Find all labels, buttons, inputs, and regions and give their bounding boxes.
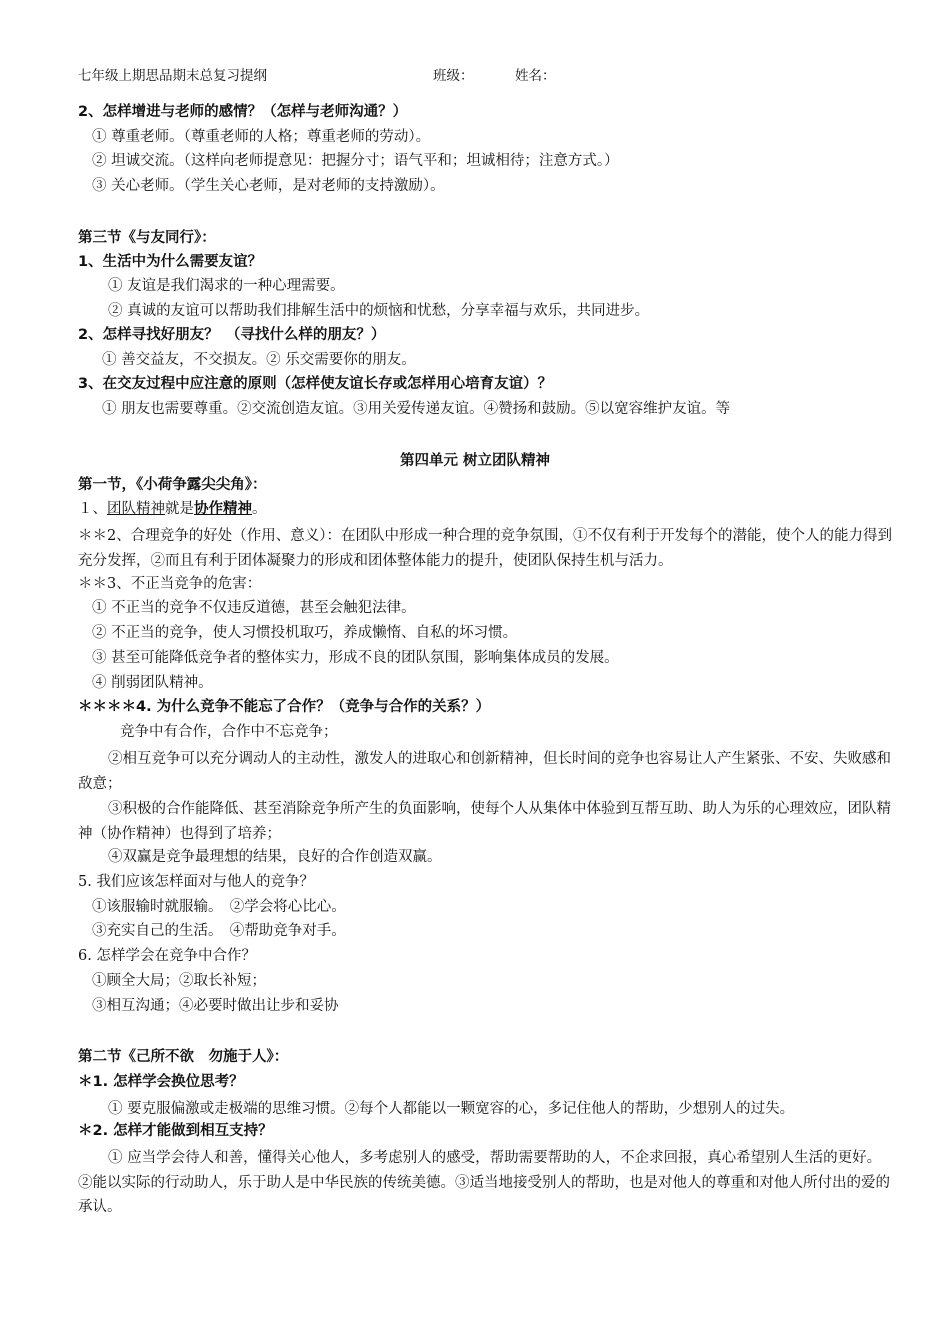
section-title: 第二节《己所不欲 勿施于人》： xyxy=(78,1049,289,1065)
answer-line: ① 善交益友，不交损友。② 乐交需要你的朋友。 xyxy=(102,352,416,368)
connector-text: 就是 xyxy=(165,501,194,517)
answer-paragraph: ②相互竞争可以充分调动人的主动性，激发人的进取心和创新精神，但长时间的竞争也容易让人产生紧张、不安、失败感和敌意； xyxy=(78,751,891,792)
answer-line: ①该服输时就服输。 ②学会将心比心。 xyxy=(92,899,346,915)
question-heading: 3、在交友过程中应注意的原则（怎样使友谊长存或怎样用心培育友谊）？ xyxy=(78,376,553,392)
answer-line: ④ 削弱团队精神。 xyxy=(92,675,213,691)
answer-line: 竞争中有合作，合作中不忘竞争； xyxy=(120,724,338,740)
name-label: 姓名： xyxy=(515,68,556,84)
period: 。 xyxy=(252,501,267,517)
answer-line: ③相互沟通；④必要时做出让步和妥协 xyxy=(92,998,339,1014)
answer-paragraph: ① 应当学会待人和善，懂得关心他人，多考虑别人的感受，帮助需要帮助的人，不企求回报，真心希望别人生活的更好。②能以实际的行动助人，乐于助人是中华民族的传统美德。③适当地接受别人的帮助，也是对他人的尊重和对他人所付出的爱的承认。 xyxy=(78,1150,890,1215)
answer-paragraph: ③积极的合作能降低、甚至消除竞争所产生的负面影响，使每个人从集体中体验到互帮互助、助人为乐的心理效应，团队精神（协作精神）也得到了培养； xyxy=(78,801,891,842)
answer-line: ② 坦诚交流。（这样向老师提意见：把握分寸；语气平和；坦诚相待；注意方式。） xyxy=(92,153,619,169)
answer-line: ① 不正当的竞争不仅违反道德，甚至会触犯法律。 xyxy=(92,600,416,616)
question-heading: 2、怎样寻找好朋友？ （寻找什么样的朋友？） xyxy=(78,327,386,343)
question-heading: 1、生活中为什么需要友谊？ xyxy=(78,254,263,270)
answer-line: ① 友谊是我们渴求的一种心理需要。 xyxy=(108,278,345,294)
point-heading: ＊＊3、不正当竞争的危害： xyxy=(78,576,262,592)
question-heading: ＊＊＊＊4. 为什么竞争不能忘了合作？（竞争与合作的关系？） xyxy=(78,699,491,715)
paragraph: ＊＊2、合理竞争的好处（作用、意义）：在团队中形成一种合理的竞争氛围，①不仅有利于开发每个的潜能，使个人的能力得到充分发挥，②而且有利于团体凝聚力的形成和团体整体能力的提升，使团队保持生机与活力。 xyxy=(78,528,892,569)
answer-line: ② 真诚的友谊可以帮助我们排解生活中的烦恼和忧愁，分享幸福与欢乐，共同进步。 xyxy=(108,303,650,319)
answer-line: ④双赢是竞争最理想的结果，良好的合作创造双赢。 xyxy=(108,849,442,865)
class-label: 班级： xyxy=(433,68,474,84)
answer-line: ① 朋友也需要尊重。②交流创造友谊。③用关爱传递友谊。④赞扬和鼓励。⑤以宽容维护友谊。等 xyxy=(102,401,731,417)
answer-line: ③ 甚至可能降低竞争者的整体实力，形成不良的团队氛围，影响集体成员的发展。 xyxy=(92,650,619,666)
definition-line xyxy=(78,499,892,519)
question-heading: ＊2. 怎样才能做到相互支持？ xyxy=(78,1123,273,1139)
answer-line: ③ 关心老师。（学生关心老师，是对老师的支持激励）。 xyxy=(92,178,445,194)
question-heading: 2、怎样增进与老师的感情？（怎样与老师沟通？） xyxy=(78,104,408,120)
answer-line: ② 不正当的竞争，使人习惯投机取巧，养成懒惰、自私的坏习惯。 xyxy=(92,625,518,641)
answer-line: ③充实自己的生活。 ④帮助竞争对手。 xyxy=(92,923,346,939)
section-title: 第一节，《小荷争露尖尖角》： xyxy=(78,477,267,493)
unit-title: 第四单元 树立团队精神 xyxy=(399,453,551,469)
section-title: 第三节《与友同行》： xyxy=(78,230,216,246)
answer-paragraph: ① 要克服偏激或走极端的思维习惯。②每个人都能以一颗宽容的心，多记住他人的帮助，少想别人的过失。 xyxy=(108,1101,795,1117)
answer-underlined: 协作精神 xyxy=(194,501,252,517)
answer-line: ①顾全大局；②取长补短； xyxy=(92,973,266,989)
question-heading: 6. 怎样学会在竞争中合作？ xyxy=(78,948,256,964)
term-underlined: 团队精神 xyxy=(107,501,165,517)
answer-line: ① 尊重老师。（尊重老师的人格；尊重老师的劳动）。 xyxy=(92,129,431,145)
question-heading: ＊1. 怎样学会换位思考？ xyxy=(78,1074,244,1090)
doc-title: 七年级上期思品期末总复习提纲 xyxy=(78,68,267,84)
question-heading: 5. 我们应该怎样面对与他人的竞争？ xyxy=(78,874,314,890)
doc-header xyxy=(78,66,892,86)
item-number: １、 xyxy=(78,501,107,517)
